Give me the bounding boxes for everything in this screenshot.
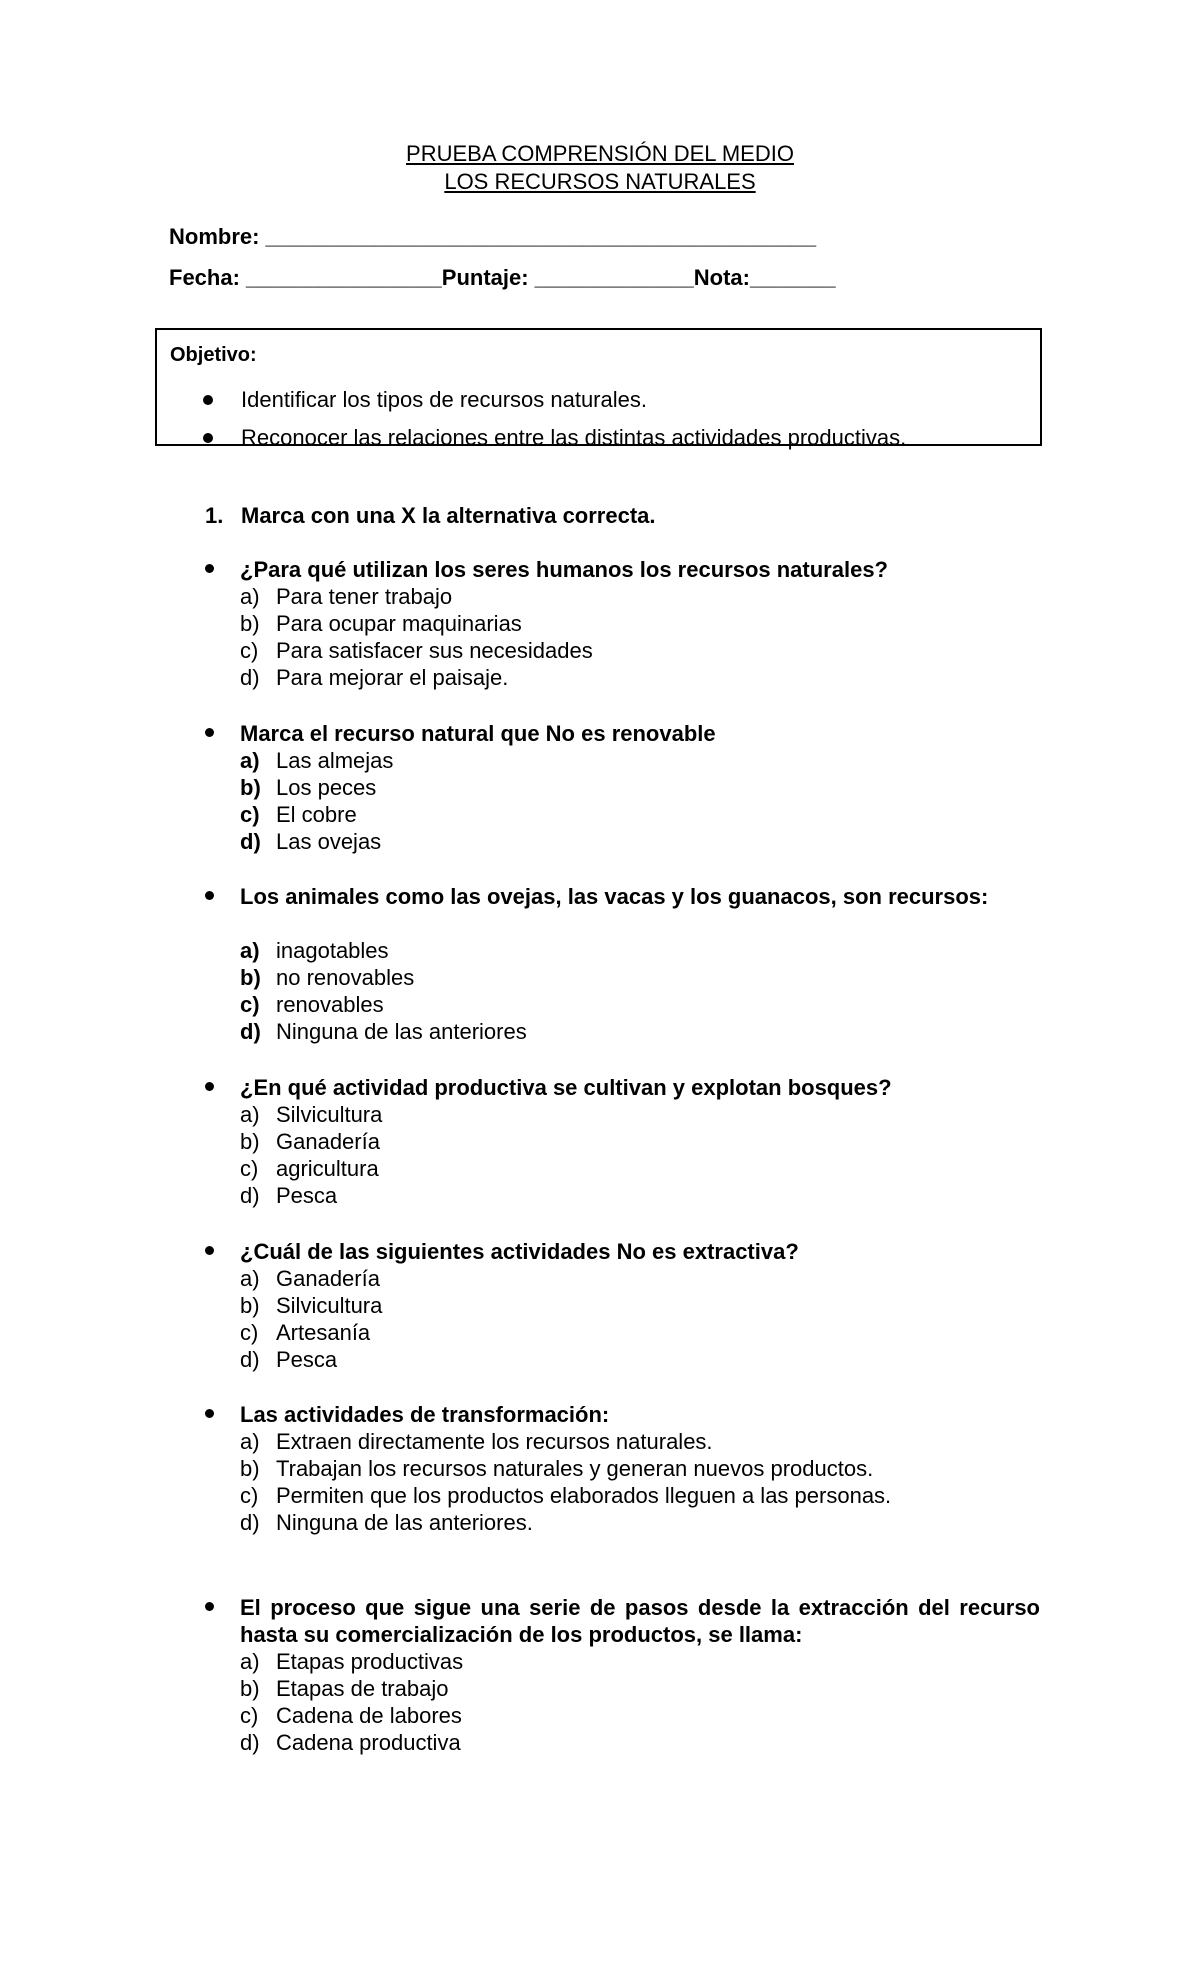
option-text: Artesanía bbox=[276, 1320, 371, 1345]
option-b[interactable] bbox=[240, 1455, 873, 1482]
option-letter: d) bbox=[240, 1347, 260, 1372]
question-text: Las actividades de transformación: bbox=[240, 1402, 610, 1427]
option-text: no renovables bbox=[276, 965, 415, 990]
bullet-icon bbox=[205, 728, 214, 737]
option-a[interactable] bbox=[240, 583, 452, 610]
instruction-text: Marca con una X la alternativa correcta. bbox=[241, 503, 656, 528]
option-d[interactable] bbox=[240, 1182, 337, 1209]
option-letter: b) bbox=[240, 965, 261, 990]
option-letter: b) bbox=[240, 1456, 260, 1481]
option-b[interactable] bbox=[240, 610, 522, 637]
objective-item-text: Reconocer las relaciones entre las distintas actividades productivas. bbox=[241, 425, 907, 450]
option-letter: b) bbox=[240, 611, 260, 636]
option-a[interactable] bbox=[240, 1428, 713, 1455]
option-letter: b) bbox=[240, 1129, 260, 1154]
option-text: renovables bbox=[276, 992, 384, 1017]
option-text: Para mejorar el paisaje. bbox=[276, 665, 509, 690]
option-letter: a) bbox=[240, 1429, 260, 1454]
option-text: Ninguna de las anteriores bbox=[276, 1019, 527, 1044]
option-a[interactable] bbox=[240, 1648, 463, 1675]
bullet-icon bbox=[203, 395, 213, 405]
option-b[interactable] bbox=[240, 1292, 382, 1319]
document-title bbox=[0, 140, 1200, 196]
bullet-icon bbox=[203, 433, 213, 443]
option-b[interactable] bbox=[240, 1675, 448, 1702]
objective-box bbox=[155, 328, 1042, 450]
option-text: Las ovejas bbox=[276, 829, 382, 854]
option-letter: c) bbox=[240, 1703, 259, 1728]
option-letter: d) bbox=[240, 1510, 260, 1535]
option-text: Silvicultura bbox=[276, 1102, 383, 1127]
bullet-icon bbox=[205, 1082, 214, 1091]
option-text: Permiten que los productos elaborados lleguen a las personas. bbox=[276, 1483, 892, 1508]
option-d[interactable] bbox=[240, 664, 508, 691]
option-text: Silvicultura bbox=[276, 1293, 383, 1318]
option-letter: d) bbox=[240, 1183, 260, 1208]
option-b[interactable] bbox=[240, 774, 376, 801]
option-text: Extraen directamente los recursos naturales. bbox=[276, 1429, 713, 1454]
option-letter: d) bbox=[240, 1019, 261, 1044]
option-text: Para tener trabajo bbox=[276, 584, 453, 609]
bullet-icon bbox=[205, 1409, 214, 1418]
objective-title: Objetivo: bbox=[170, 344, 257, 366]
option-letter: c) bbox=[240, 992, 260, 1017]
option-c[interactable] bbox=[240, 991, 384, 1018]
option-c[interactable] bbox=[240, 1319, 370, 1346]
objective-item-text: Identificar los tipos de recursos naturales. bbox=[241, 387, 647, 412]
option-letter: c) bbox=[240, 1483, 259, 1508]
option-letter: a) bbox=[240, 1266, 260, 1291]
option-c[interactable] bbox=[240, 1155, 379, 1182]
option-letter: a) bbox=[240, 584, 260, 609]
option-letter: b) bbox=[240, 775, 261, 800]
option-text: Etapas productivas bbox=[276, 1649, 464, 1674]
option-text: Las almejas bbox=[276, 748, 394, 773]
option-text: Trabajan los recursos naturales y generan nuevos productos. bbox=[276, 1456, 874, 1481]
option-d[interactable] bbox=[240, 1509, 533, 1536]
question-text: Los animales como las ovejas, las vacas y los guanacos, son recursos: bbox=[240, 884, 989, 909]
option-d[interactable] bbox=[240, 1346, 337, 1373]
title-line-1: PRUEBA COMPRENSIÓN DEL MEDIO bbox=[406, 141, 794, 166]
option-text: Para satisfacer sus necesidades bbox=[276, 638, 593, 663]
option-text: Pesca bbox=[276, 1183, 338, 1208]
option-c[interactable] bbox=[240, 1702, 462, 1729]
title-line-2: LOS RECURSOS NATURALES bbox=[444, 169, 756, 194]
option-text: Cadena productiva bbox=[276, 1730, 461, 1755]
bullet-icon bbox=[205, 1246, 214, 1255]
option-letter: c) bbox=[240, 1320, 259, 1345]
option-text: Pesca bbox=[276, 1347, 338, 1372]
option-c[interactable] bbox=[240, 801, 357, 828]
question-text: Marca el recurso natural que No es renovable bbox=[240, 721, 716, 746]
option-b[interactable] bbox=[240, 1128, 380, 1155]
option-text: inagotables bbox=[276, 938, 389, 963]
option-text: Ninguna de las anteriores. bbox=[276, 1510, 533, 1535]
option-letter: a) bbox=[240, 1649, 260, 1674]
option-letter: c) bbox=[240, 638, 259, 663]
option-a[interactable] bbox=[240, 1101, 382, 1128]
option-letter: c) bbox=[240, 1156, 259, 1181]
option-b[interactable] bbox=[240, 964, 414, 991]
question-text: ¿En qué actividad productiva se cultivan y explotan bosques? bbox=[240, 1075, 892, 1100]
option-letter: d) bbox=[240, 829, 261, 854]
option-text: El cobre bbox=[276, 802, 357, 827]
option-d[interactable] bbox=[240, 1018, 527, 1045]
option-letter: a) bbox=[240, 938, 260, 963]
bullet-icon bbox=[205, 1602, 214, 1611]
option-text: Para ocupar maquinarias bbox=[276, 611, 522, 636]
option-letter: d) bbox=[240, 665, 260, 690]
question-text: El proceso que sigue una serie de pasos desde la extracción del recurso hasta su comercialización de los productos, se llama: bbox=[240, 1595, 1040, 1647]
option-d[interactable] bbox=[240, 1729, 461, 1756]
bullet-icon bbox=[205, 891, 214, 900]
instruction bbox=[205, 502, 656, 530]
bullet-icon bbox=[205, 564, 214, 573]
option-text: Ganadería bbox=[276, 1129, 380, 1154]
option-letter: c) bbox=[240, 802, 260, 827]
question-text: ¿Para qué utilizan los seres humanos los recursos naturales? bbox=[240, 557, 888, 582]
option-c[interactable] bbox=[240, 637, 593, 664]
option-text: Los peces bbox=[276, 775, 377, 800]
option-letter: b) bbox=[240, 1676, 260, 1701]
option-text: Etapas de trabajo bbox=[276, 1676, 449, 1701]
option-letter: a) bbox=[240, 1102, 260, 1127]
option-a[interactable] bbox=[240, 937, 389, 964]
instruction-number: 1. bbox=[205, 503, 224, 528]
option-a[interactable] bbox=[240, 747, 393, 774]
option-letter: a) bbox=[240, 748, 260, 773]
option-text: agricultura bbox=[276, 1156, 379, 1181]
question-text: ¿Cuál de las siguientes actividades No es extractiva? bbox=[240, 1239, 799, 1264]
nombre-field[interactable]: Nombre: _____________________________________________ bbox=[169, 224, 817, 249]
option-text: Cadena de labores bbox=[276, 1703, 462, 1728]
fecha-puntaje-nota-row[interactable]: Fecha: ________________Puntaje: _____________Nota:_______ bbox=[169, 265, 836, 290]
option-d[interactable] bbox=[240, 828, 381, 855]
option-a[interactable] bbox=[240, 1265, 380, 1292]
option-text: Ganadería bbox=[276, 1266, 380, 1291]
option-letter: d) bbox=[240, 1730, 260, 1755]
option-letter: b) bbox=[240, 1293, 260, 1318]
option-c[interactable] bbox=[240, 1482, 891, 1509]
